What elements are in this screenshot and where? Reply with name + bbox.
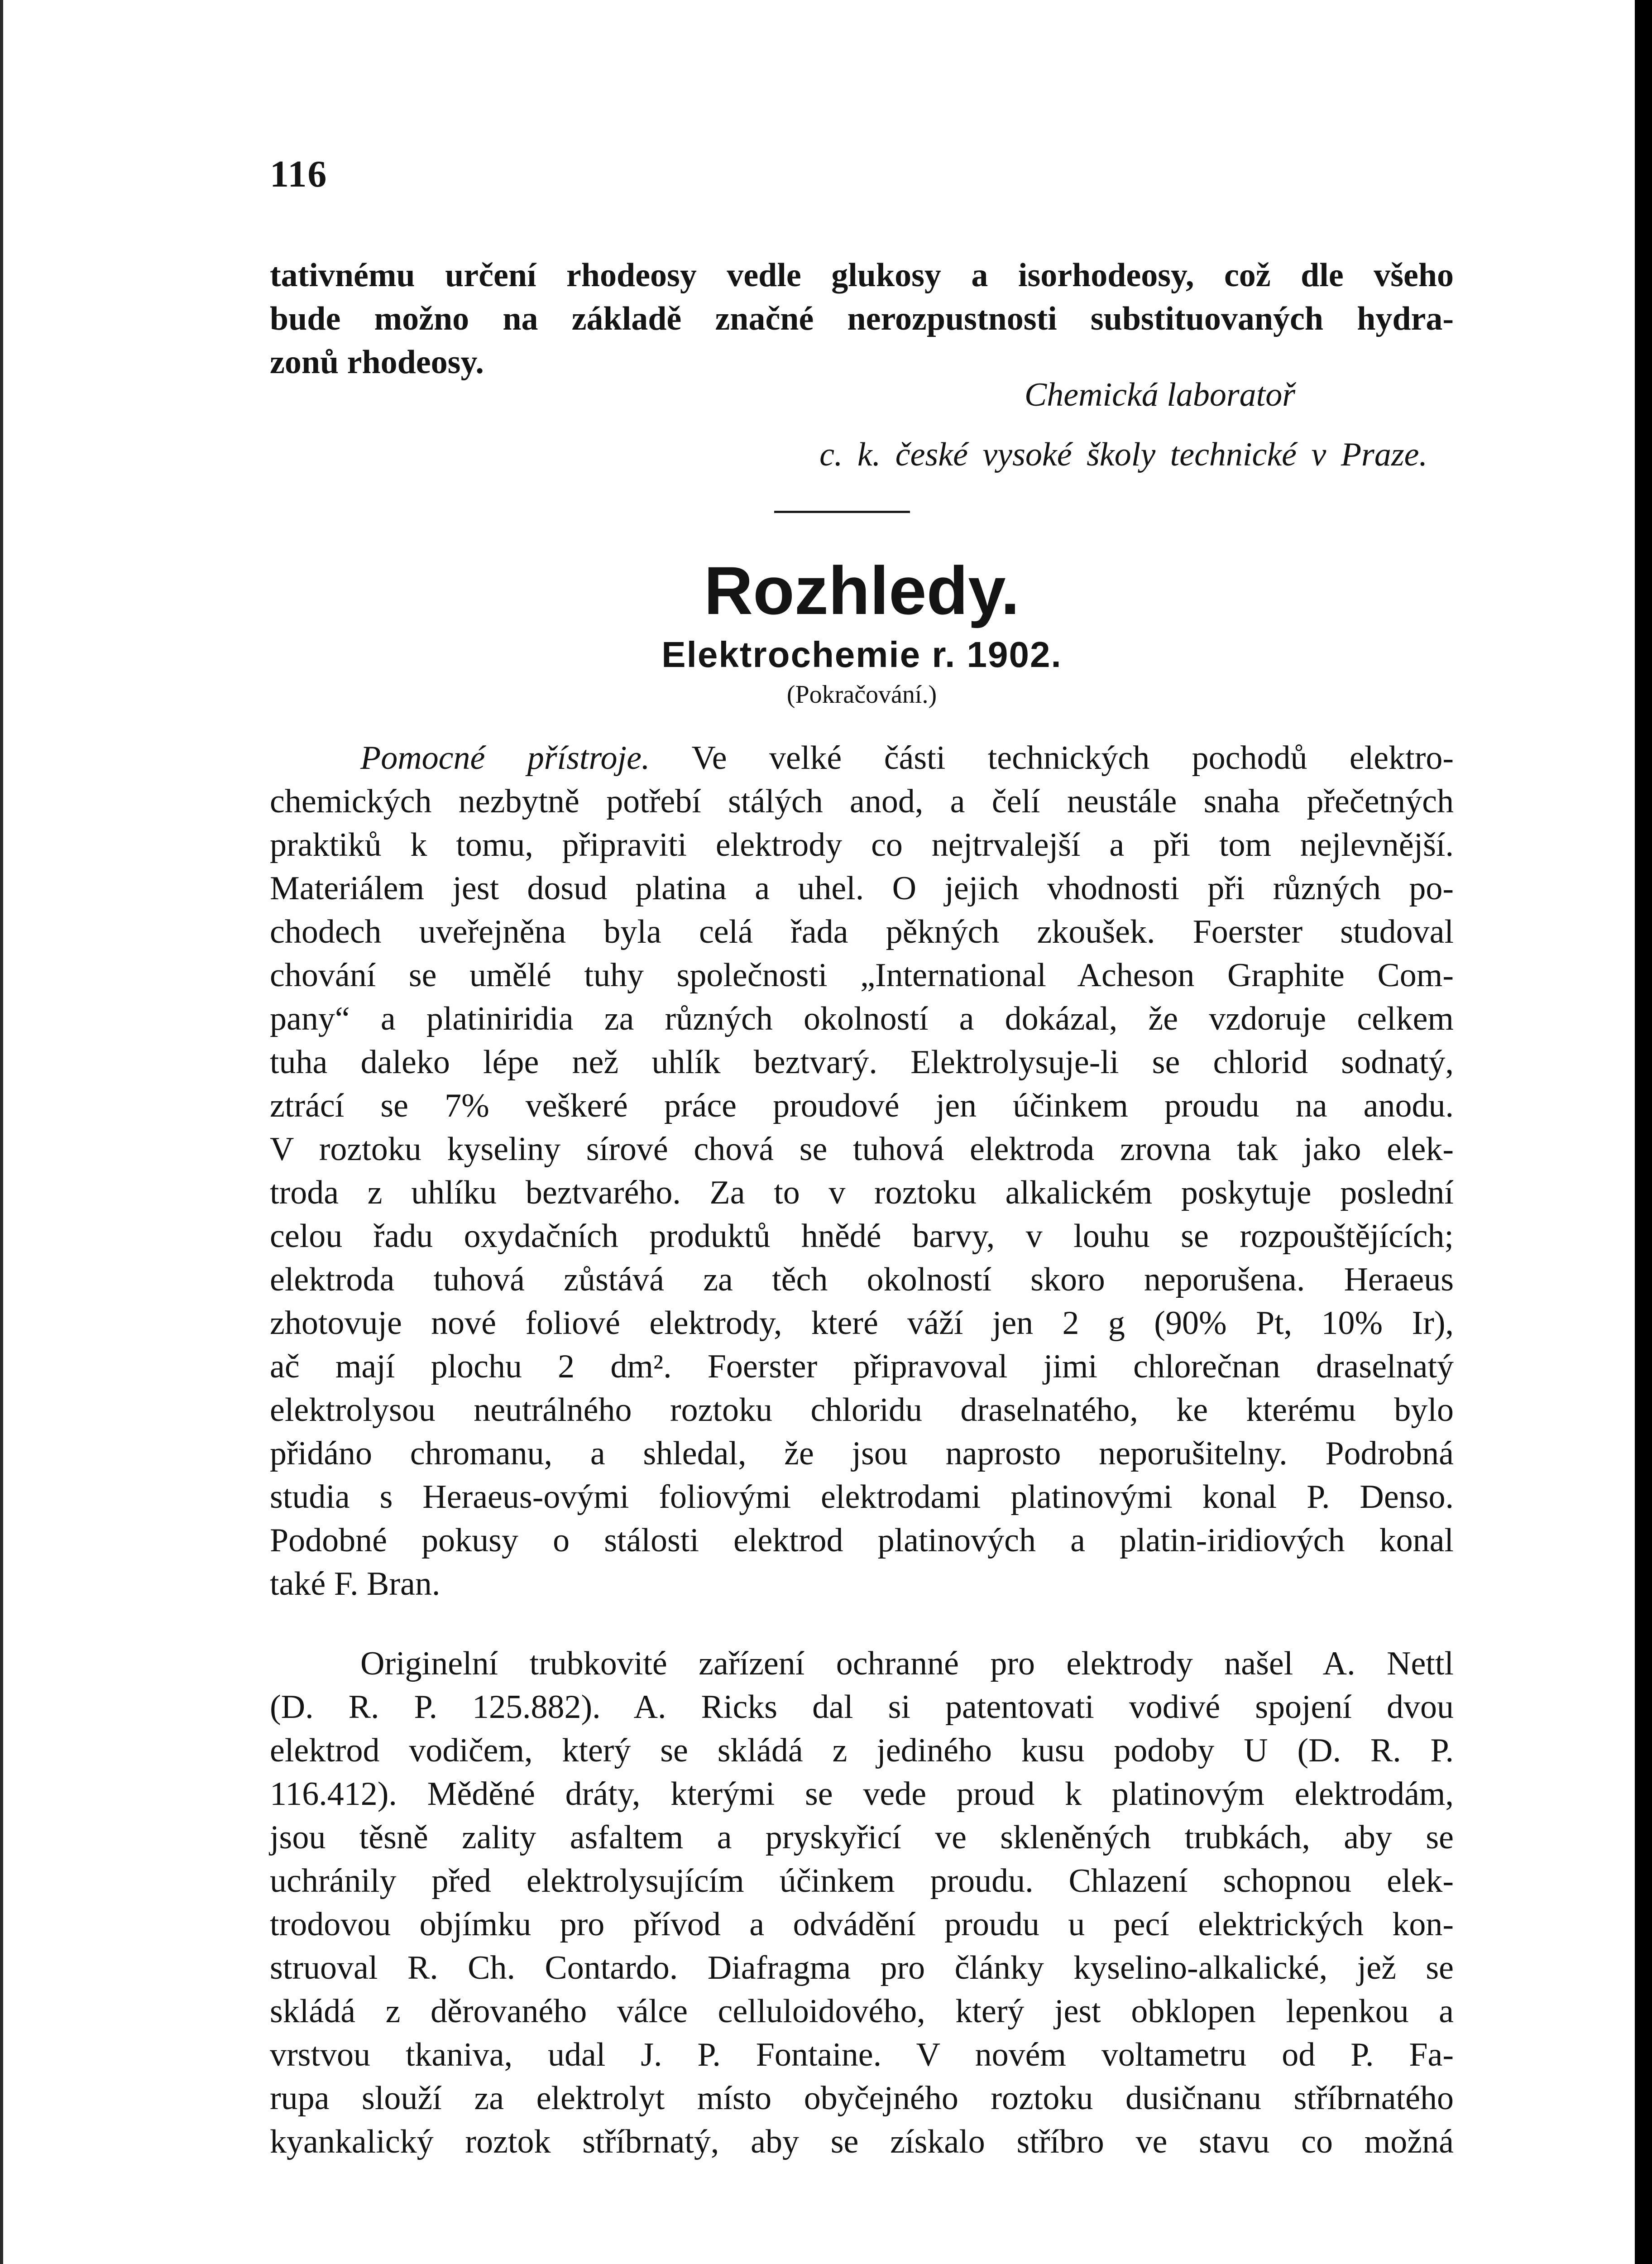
paragraph2-line: kyankalický roztok stříbrnatý, aby se získalo stříbro ve stavu co možná [270,2123,1454,2160]
page-number: 116 [270,153,328,195]
paragraph1-line: ač mají plochu 2 dm². Foerster připravoval jimi chlorečnan draselnatý [270,1348,1454,1385]
section-divider [774,511,910,513]
paragraph1-line: chodech uveřejněna byla celá řada pěkných zkoušek. Foerster studoval [270,913,1454,950]
paragraph1-line: praktiků k tomu, připraviti elektrody co nejtrvalejší a při tom nejlevnější. [270,826,1454,863]
paragraph1-line: pany“ a platiniridia za různých okolností a dokázal, že vzdoruje celkem [270,1000,1454,1037]
paragraph1-line: Podobné pokusy o stálosti elektrod platinových a platin-iridiových konal [270,1522,1454,1559]
paragraph1-line: troda z uhlíku beztvarého. Za to v roztoku alkalickém poskytuje poslední [270,1174,1454,1211]
paragraph1-first-line [270,736,1454,780]
paragraph1-first-rest: Ve velké části technických pochodů elektro- [650,739,1454,777]
top-paragraph-line: zonů rhodeosy. [270,344,484,381]
section-subtitle: Elektrochemie r. 1902. [661,634,1062,675]
top-paragraph-line: tativnému určení rhodeosy vedle glukosy a isorhodeosy, což dle všeho [270,257,1454,294]
paragraph1-line: celou řadu oxydačních produktů hnědé barvy, v louhu se rozpouštějících; [270,1218,1454,1255]
paragraph2-line: trodovou objímku pro přívod a odvádění proudu u pecí elektrických kon- [270,1906,1454,1943]
paragraph2-line: 116.412). Měděné dráty, kterými se vede proud k platinovým elektrodám, [270,1775,1454,1813]
signature-line-2: c. k. české vysoké školy technické v Praze. [819,436,1427,473]
paragraph1-line: V roztoku kyseliny sírové chová se tuhová elektroda zrovna tak jako elek- [270,1131,1454,1168]
paragraph2-line: elektrod vodičem, který se skládá z jediného kusu podoby U (D. R. P. [270,1732,1454,1769]
paragraph1-line: studia s Heraeus-ovými foliovými elektrodami platinovými konal P. Denso. [270,1478,1454,1516]
paragraph2-line: jsou těsně zality asfaltem a pryskyřicí ve skleněných trubkách, aby se [270,1819,1454,1856]
paragraph1-lead: Pomocné přístroje. [360,739,650,777]
paragraph2-line: (D. R. P. 125.882). A. Ricks dal si patentovati vodivé spojení dvou [270,1688,1454,1726]
paragraph1-line: také F. Bran. [270,1565,441,1602]
paragraph2-line: skládá z děrovaného válce celluloidového, který jest obklopen lepenkou a [270,1993,1454,2030]
paragraph1-line: ztrácí se 7% veškeré práce proudové jen účinkem proudu na anodu. [270,1087,1454,1124]
scan-left-edge [0,0,3,2264]
paragraph1-line: elektroda tuhová zůstává za těch okolností skoro neporušena. Heraeus [270,1261,1454,1298]
paragraph1-line: Materiálem jest dosud platina a uhel. O jejich vhodnosti při různých po- [270,870,1454,907]
paragraph2-line: rupa slouží za elektrolyt místo obyčejného roztoku dusičnanu stříbrnatého [270,2080,1454,2117]
signature-line-1: Chemická laboratoř [1024,376,1295,413]
paragraph2-line: Originelní trubkovité zařízení ochranné pro elektrody našel A. Nettl [360,1645,1454,1682]
paragraph1-line: zhotovuje nové foliové elektrody, které váží jen 2 g (90% Pt, 10% Ir), [270,1305,1454,1342]
paragraph1-line: chemických nezbytně potřebí stálých anod, a čelí neustále snaha přečetných [270,783,1454,820]
paragraph1-line: přidáno chromanu, a shledal, že jsou naprosto neporušitelny. Podrobná [270,1435,1454,1472]
paragraph2-line: uchránily před elektrolysujícím účinkem proudu. Chlazení schopnou elek- [270,1862,1454,1899]
top-paragraph-line: bude možno na základě značné nerozpustnosti substituovaných hydra- [270,300,1454,337]
section-title: Rozhledy. [704,552,1020,628]
paragraph1-line: elektrolysou neutrálného roztoku chloridu draselnatého, ke kterému bylo [270,1391,1454,1429]
paragraph2-line: vrstvou tkaniva, udal J. P. Fontaine. V novém voltametru od P. Fa- [270,2036,1454,2073]
paragraph1-line: chování se umělé tuhy společnosti „International Acheson Graphite Com- [270,957,1454,994]
scan-right-edge [1635,0,1652,2264]
paragraph1-line: tuha daleko lépe než uhlík beztvarý. Elektrolysuje-li se chlorid sodnatý, [270,1044,1454,1081]
paragraph2-line: struoval R. Ch. Contardo. Diafragma pro články kyselino-alkalické, jež se [270,1949,1454,1986]
continued-note: (Pokračování.) [786,681,937,709]
